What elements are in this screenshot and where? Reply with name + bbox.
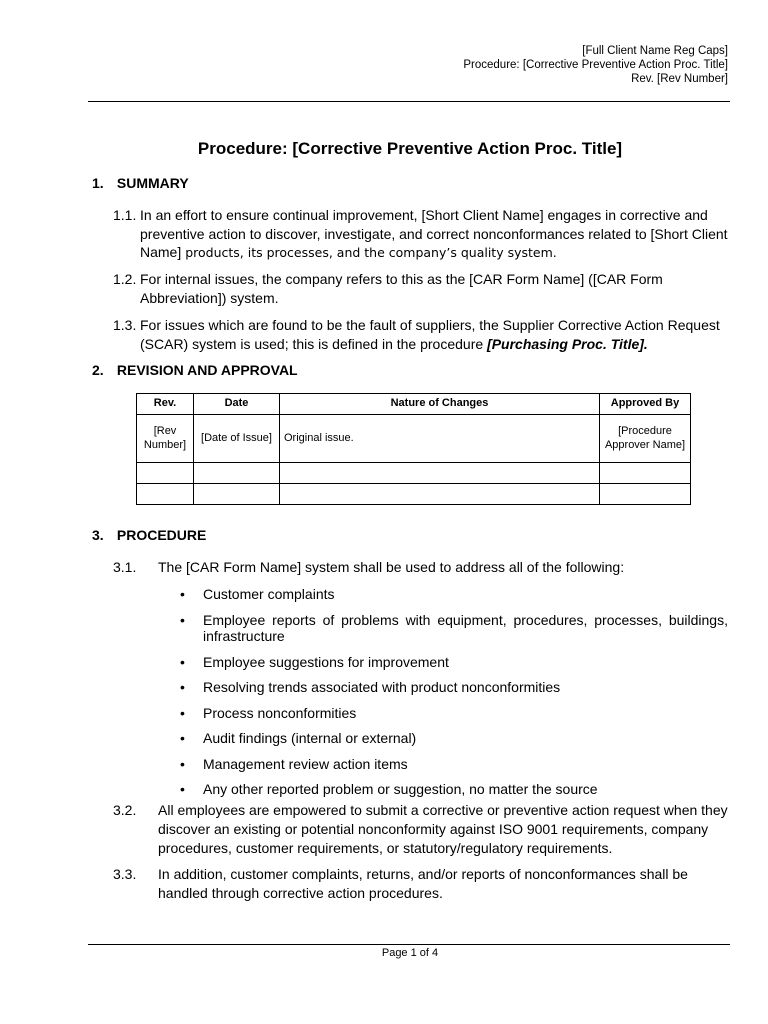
cell-empty [137,463,194,484]
bullet-glyph: • [180,586,185,602]
paragraph-number: 1.1. [113,207,137,223]
header-divider [88,101,730,102]
cell-approved: [Procedure Approver Name] [600,415,691,463]
cell-empty [600,484,691,505]
table-row-empty [137,463,691,484]
cell-rev: [Rev Number] [137,415,194,463]
header-procedure-title: Procedure: [Corrective Preventive Action Proc. Title] [463,59,728,71]
paragraph-1-3 [113,316,728,353]
bullet-glyph: • [180,781,185,797]
list-item-text: Resolving trends associated with product nonconformities [203,679,561,695]
paragraph-number: 3.2. [113,802,137,818]
list-item [180,705,728,722]
list-item-text: Process nonconformities [203,704,357,721]
section-2-heading [92,362,298,378]
list-item [180,612,728,645]
cell-date: [Date of Issue] [194,415,280,463]
section-number: 1. [92,175,104,191]
list-item-text: Audit findings (internal or external) [203,730,417,746]
list-item [180,781,728,798]
paragraph-number: 3.3. [113,866,137,882]
section-3-heading [92,527,206,543]
bullet-glyph: • [180,755,185,772]
section-number: 2. [92,362,104,378]
paragraph-text-a: For issues which are found to be the fault of suppliers, the Supplier Corrective Action Request (SCAR) system is used; this is defined in the procedure [140,317,720,352]
list-item-text: Employee reports of problems with equipment, procedures, processes, buildings, infrastructure [203,611,728,644]
paragraph-1-1 [113,206,728,263]
bullet-glyph: • [180,730,185,746]
cell-empty [600,463,691,484]
section-1-heading [92,175,189,191]
section-title: SUMMARY [116,175,189,191]
header-nature: Nature of Changes [280,394,600,415]
paragraph-3-3 [113,865,728,903]
list-item-text: Management review action items [203,755,408,772]
table-row [137,415,691,463]
paragraph-1-2 [113,270,728,307]
bullet-glyph: • [180,704,185,721]
header-client-name: [Full Client Name Reg Caps] [582,45,728,57]
table-row-empty [137,484,691,505]
section-title: REVISION AND APPROVAL [116,362,298,378]
cell-empty [194,484,280,505]
section-title: PROCEDURE [116,527,207,543]
header-rev: Rev. [137,394,194,415]
list-item-text: Employee suggestions for improvement [203,653,449,670]
paragraph-text-a: In an effort to ensure continual improvement, [Short Client Name] engages in corrective and preventive action to discover, investigate, and correct nonconformances related to [Short Client Name] [140,207,728,260]
purchasing-proc-reference: [Purchasing Proc. Title]. [487,335,648,352]
list-item [180,730,728,747]
paragraph-text-b: products, its processes, and the company’s quality system. [181,245,557,260]
paragraph-text [140,206,728,263]
paragraph-text: All employees are empowered to submit a corrective or preventive action request when they discover an existing or potential nonconformity against ISO 9001 requirements, company procedures, customer requirements, or statutory/regulatory requirements. [158,802,728,856]
paragraph-text: The [CAR Form Name] system shall be used to address all of the following: [158,559,625,575]
cell-empty [280,484,600,505]
paragraph-text: In addition, customer complaints, returns, and/or reports of nonconformances shall be handled through corrective action procedures. [158,866,688,901]
paragraph-number: 3.1. [113,559,137,575]
paragraph-3-1 [113,558,728,577]
page-header [463,44,728,86]
cell-empty [137,484,194,505]
paragraph-text [140,316,728,353]
paragraph-number: 1.3. [113,317,137,333]
document-title: Procedure: [Corrective Preventive Action Proc. Title] [197,139,623,158]
header-date: Date [194,394,280,415]
bullet-list [180,586,728,798]
cell-nature: Original issue. [280,415,600,463]
bullet-glyph: • [180,679,185,695]
paragraph-3-2 [113,801,728,858]
cell-empty [280,463,600,484]
bullet-glyph: • [180,611,185,628]
paragraph-text: For internal issues, the company refers to this as the [CAR Form Name] ([CAR Form Abbreviation]) system. [140,271,663,306]
list-item [180,586,728,603]
list-item [180,756,728,773]
bullet-glyph: • [180,653,185,670]
header-approved: Approved By [600,394,691,415]
revision-table [136,393,691,505]
list-item [180,679,728,696]
list-item-text: Any other reported problem or suggestion, no matter the source [203,781,598,797]
paragraph-number: 1.2. [113,271,137,287]
header-rev-number: Rev. [Rev Number] [631,73,728,85]
list-item [180,654,728,671]
cell-empty [194,463,280,484]
page-number: Page 1 of 4 [381,947,439,959]
list-item-text: Customer complaints [203,586,335,602]
table-header-row [137,394,691,415]
footer-divider [88,944,730,945]
section-number: 3. [92,527,104,543]
